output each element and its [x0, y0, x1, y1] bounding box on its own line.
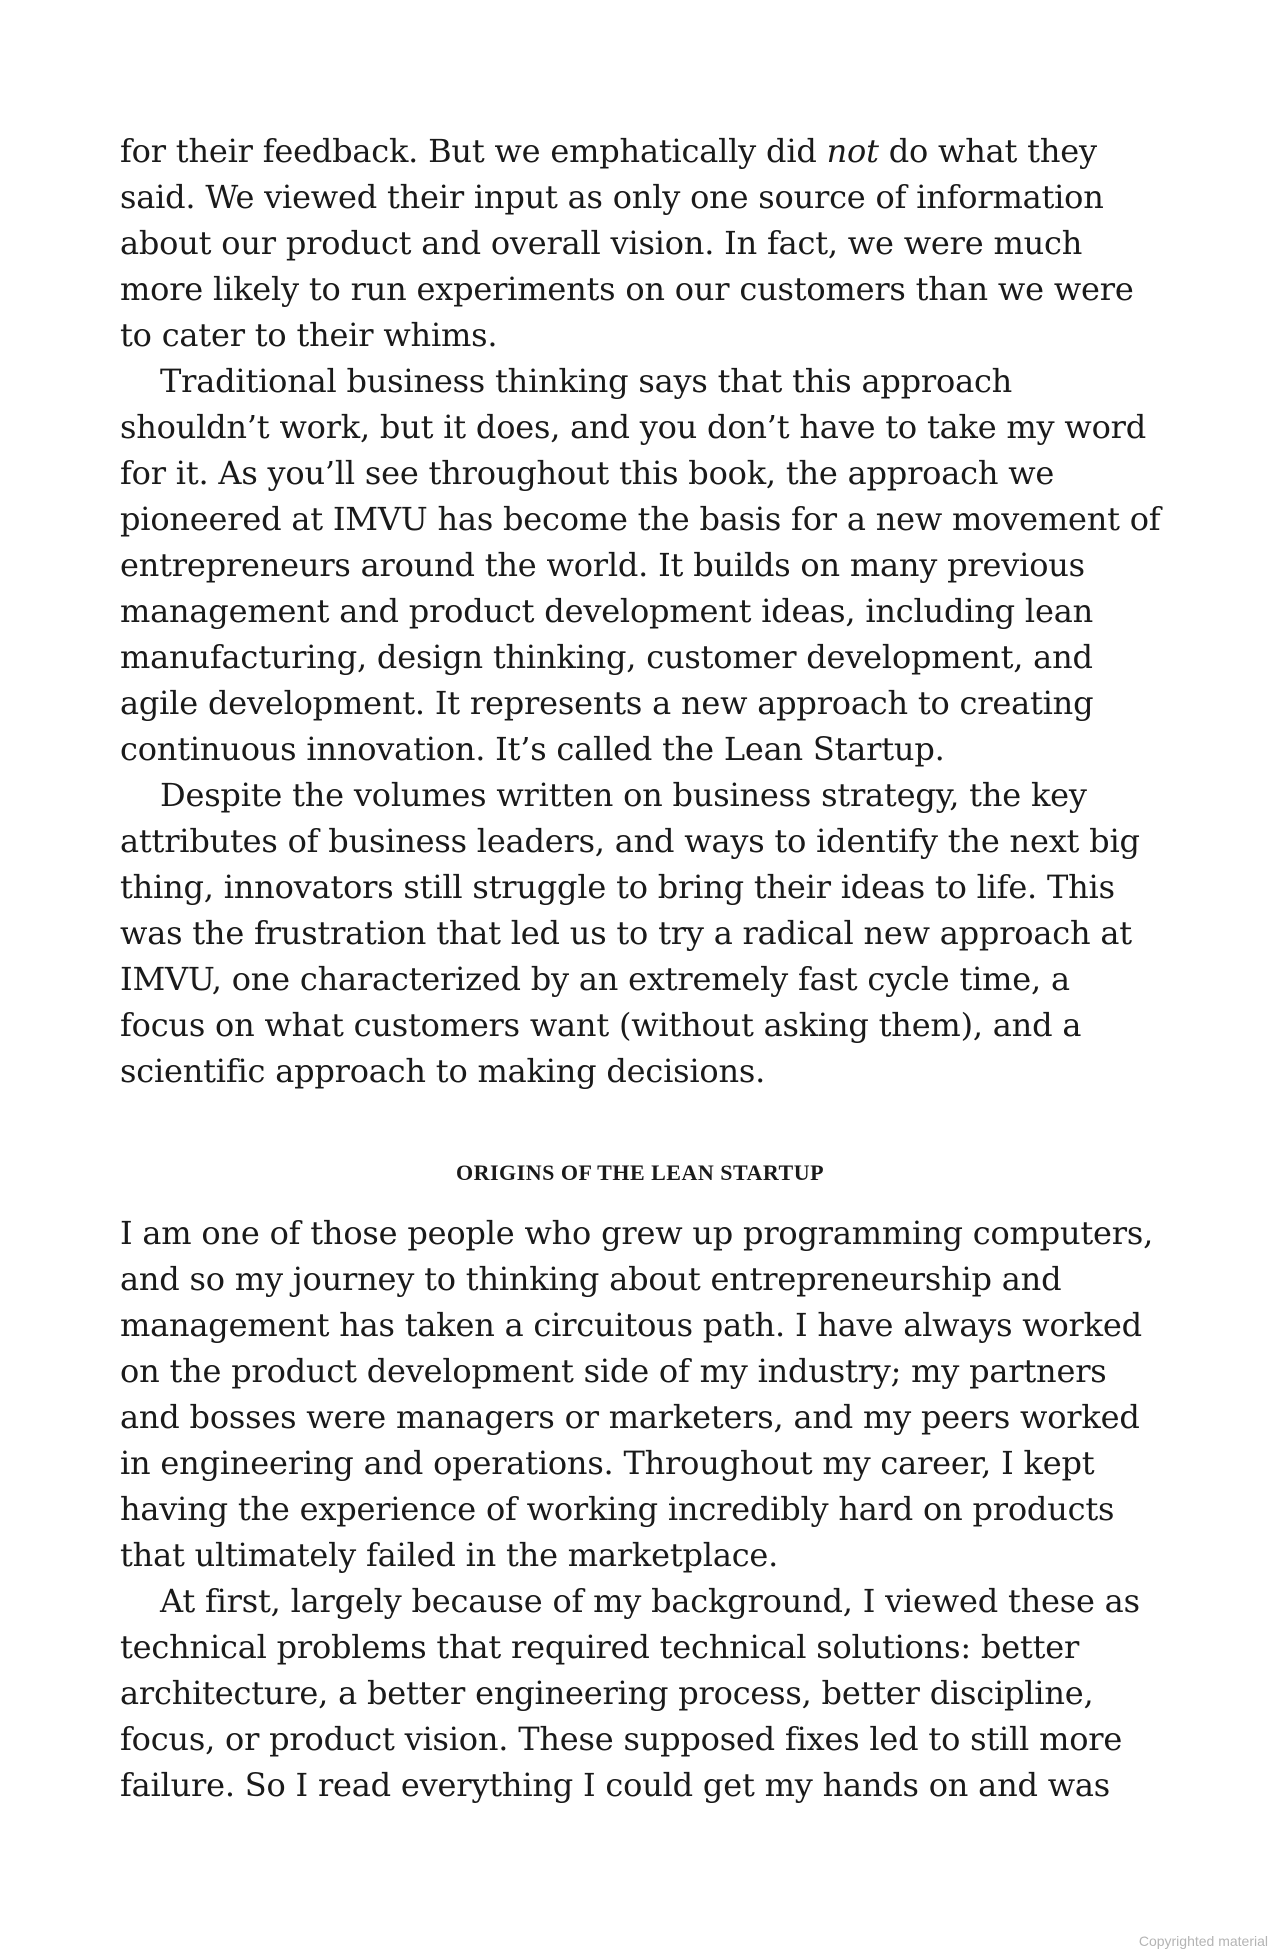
section-1-body — [120, 128, 1162, 1094]
paragraph-4: I am one of those people who grew up programming computers, and so my journey to thinking about entrepreneurship and management has taken a circuitous path. I have always worked on the product development side of my industry; my partners and bosses were managers or marketers, and my peers worked in engineering and operations. Throughout my career, I kept having the experience of working incredibly hard on products that ultimately failed in the marketplace. — [120, 1214, 1154, 1574]
paragraph-1-text-end: do what they said. We viewed their input as only one source of information about our product and overall vision. In fact, we were much more likely to run experiments on our customers than we were to cater to their whims. — [120, 132, 1134, 354]
paragraph-1-text-start: for their feedback. But we emphatically did — [120, 132, 827, 170]
paragraph-1 — [120, 128, 1162, 358]
section-heading: ORIGINS OF THE LEAN STARTUP — [455, 1160, 825, 1185]
section-2-body — [120, 1210, 1162, 1808]
copyright-watermark: Copyrighted material — [1138, 1933, 1268, 1949]
paragraph-5: At first, largely because of my background, I viewed these as technical problems that required technical solutions: better architecture, a better engineering process, better discipline, focus, or product vision. These supposed fixes led to still more failure. So I read everything I could get my hands on and was — [120, 1582, 1140, 1804]
emphasis-not: not — [826, 132, 879, 170]
paragraph-3: Despite the volumes written on business strategy, the key attributes of business leaders, and ways to identify the next big thing, innovators still struggle to bring their ideas to life. This was the frustration that led us to try a radical new approach at IMVU, one characterized by an extremely fast cycle time, a focus on what customers want (without asking them), and a scientific approach to making decisions. — [120, 776, 1140, 1090]
paragraph-2: Traditional business thinking says that this approach shouldn’t work, but it does, and you don’t have to take my word for it. As you’ll see throughout this book, the approach we pioneered at IMVU has become the basis for a new movement of entrepreneurs around the world. It builds on many previous management and product development ideas, including lean manufacturing, design thinking, customer development, and agile development. It represents a new approach to creating continuous innovation. It’s called the Lean Startup. — [120, 362, 1161, 768]
